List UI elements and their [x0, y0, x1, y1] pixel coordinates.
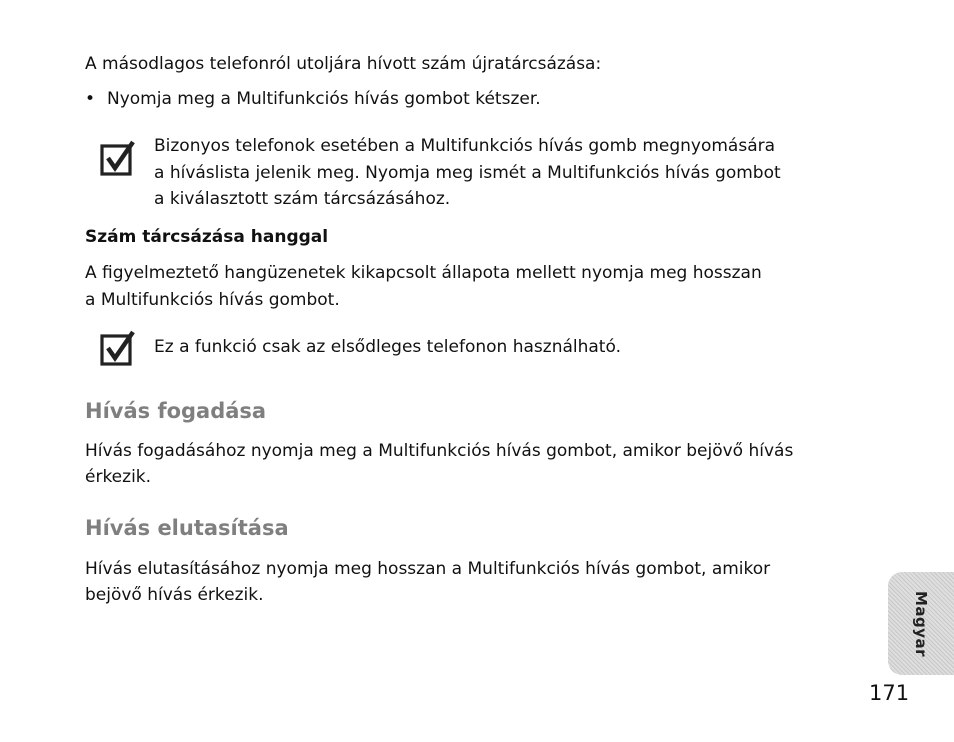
reject-call-line-1: Hívás elutasításához nyomja meg hosszan a Multifunkciós hívás gombot, amikor — [85, 559, 771, 579]
language-tab-label: Magyar — [912, 590, 930, 657]
bullet-text: Nyomja meg a Multifunkciós hívás gombot kétszer. — [107, 89, 541, 109]
answer-call-heading: Hívás fogadása — [85, 399, 267, 423]
language-tab — [888, 572, 954, 675]
page-number: 171 — [869, 681, 910, 705]
note2-text: Ez a funkció csak az elsődleges telefonon használható. — [154, 337, 621, 357]
voice-dial-heading: Szám tárcsázása hanggal — [85, 227, 329, 247]
bullet-symbol: • — [85, 89, 96, 109]
reject-call-line-2: bejövő hívás érkezik. — [85, 585, 264, 605]
note1-line-2: a híváslista jelenik meg. Nyomja meg ismét a Multifunkciós hívás gombot — [154, 163, 781, 183]
note1-line-1: Bizonyos telefonok esetében a Multifunkciós hívás gomb megnyomására — [154, 136, 776, 156]
voice-dial-line-2: a Multifunkciós hívás gombot. — [85, 290, 340, 310]
checkbox-check-icon — [100, 330, 136, 366]
answer-call-line-1: Hívás fogadásához nyomja meg a Multifunkciós hívás gombot, amikor bejövő hívás — [85, 441, 794, 461]
checkbox-check-icon — [100, 140, 136, 176]
voice-dial-line-1: A figyelmeztető hangüzenetek kikapcsolt állapota mellett nyomja meg hosszan — [85, 263, 762, 283]
answer-call-line-2: érkezik. — [85, 467, 152, 487]
reject-call-heading: Hívás elutasítása — [85, 516, 289, 540]
note1-line-3: a kiválasztott szám tárcsázásához. — [154, 189, 451, 209]
intro-line: A másodlagos telefonról utoljára hívott szám újratárcsázása: — [85, 54, 602, 74]
